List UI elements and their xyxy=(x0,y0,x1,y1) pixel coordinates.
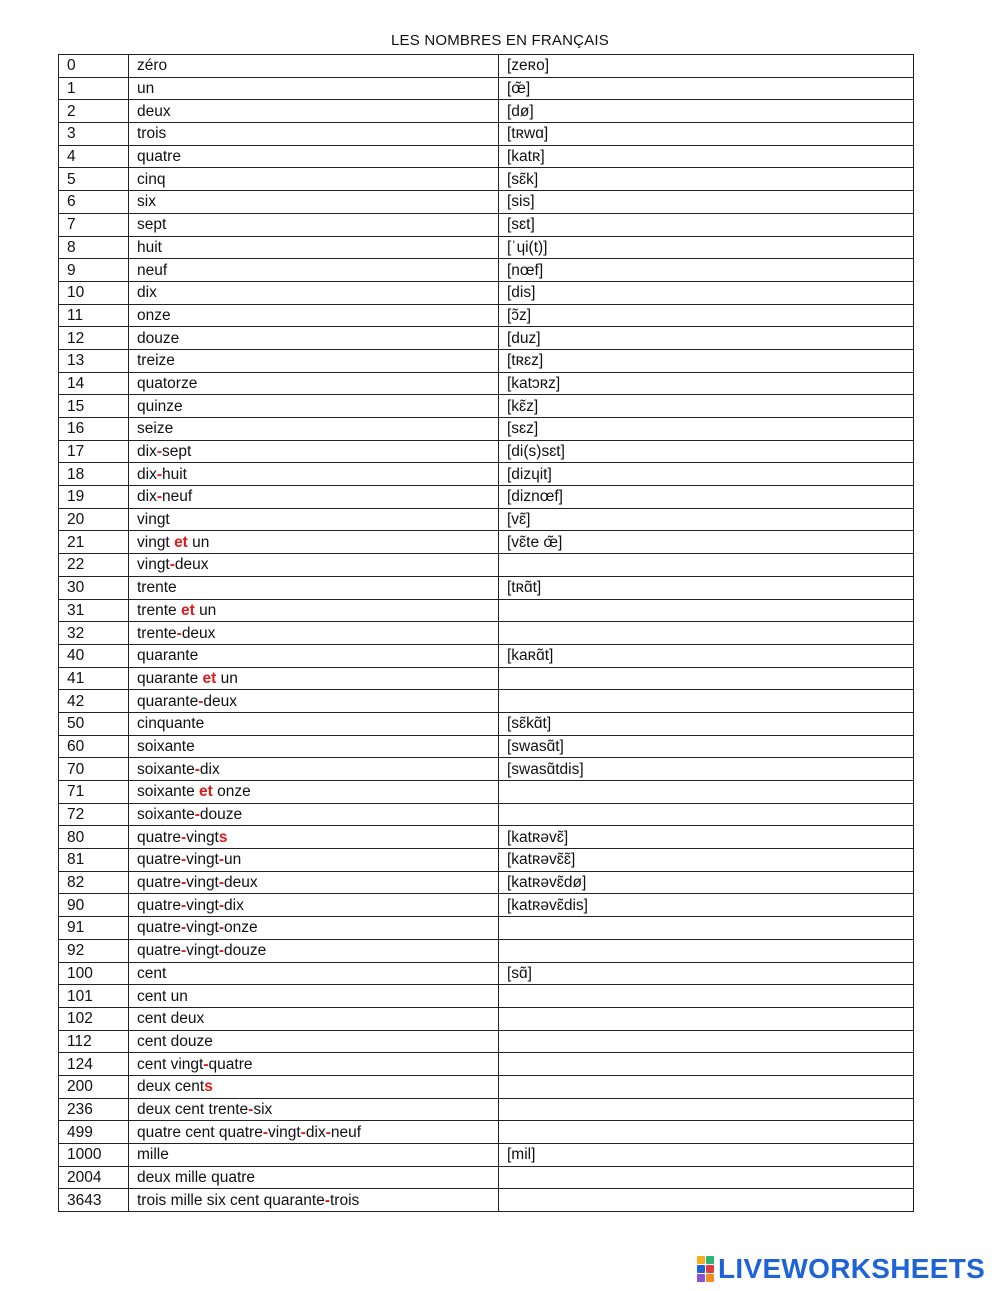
number-cell: 21 xyxy=(59,531,129,554)
logo-block xyxy=(697,1265,705,1273)
word-cell: cent douze xyxy=(129,1030,499,1053)
table-row xyxy=(59,1075,914,1098)
number-cell: 12 xyxy=(59,327,129,350)
pronunciation-cell xyxy=(499,1053,914,1076)
number-cell: 22 xyxy=(59,554,129,577)
word-cell: mille xyxy=(129,1144,499,1167)
word-cell: trente xyxy=(129,576,499,599)
table-row xyxy=(59,1030,914,1053)
pronunciation-cell: [diznœf] xyxy=(499,486,914,509)
word-cell: sept xyxy=(129,213,499,236)
word-cell: quatre-vingts xyxy=(129,826,499,849)
word-cell: trois mille six cent quarante-trois xyxy=(129,1189,499,1212)
pronunciation-cell xyxy=(499,622,914,645)
table-row xyxy=(59,871,914,894)
table-row xyxy=(59,486,914,509)
pronunciation-cell: [vɛ̃] xyxy=(499,508,914,531)
table-row xyxy=(59,1144,914,1167)
word-cell: deux xyxy=(129,100,499,123)
word-cell: quatorze xyxy=(129,372,499,395)
table-row xyxy=(59,690,914,713)
table-row xyxy=(59,191,914,214)
table-row xyxy=(59,1166,914,1189)
number-cell: 3 xyxy=(59,123,129,146)
table-row xyxy=(59,327,914,350)
number-cell: 16 xyxy=(59,418,129,441)
number-cell: 15 xyxy=(59,395,129,418)
number-cell: 1 xyxy=(59,77,129,100)
number-cell: 17 xyxy=(59,440,129,463)
pronunciation-cell xyxy=(499,599,914,622)
pronunciation-cell xyxy=(499,917,914,940)
table-row xyxy=(59,894,914,917)
word-cell: deux mille quatre xyxy=(129,1166,499,1189)
number-cell: 90 xyxy=(59,894,129,917)
pronunciation-cell xyxy=(499,1121,914,1144)
word-cell: trois xyxy=(129,123,499,146)
table-row xyxy=(59,554,914,577)
word-cell: dix-huit xyxy=(129,463,499,486)
pronunciation-cell: [sɛz] xyxy=(499,418,914,441)
pronunciation-cell: [katʀəvɛ̃] xyxy=(499,826,914,849)
pronunciation-cell xyxy=(499,1166,914,1189)
word-cell: cent vingt-quatre xyxy=(129,1053,499,1076)
pronunciation-cell: [sɛ̃kɑ̃t] xyxy=(499,712,914,735)
number-cell: 5 xyxy=(59,168,129,191)
table-row xyxy=(59,985,914,1008)
logo-block xyxy=(697,1256,705,1264)
number-cell: 11 xyxy=(59,304,129,327)
word-cell: soixante et onze xyxy=(129,781,499,804)
pronunciation-cell xyxy=(499,781,914,804)
number-cell: 20 xyxy=(59,508,129,531)
pronunciation-cell xyxy=(499,1075,914,1098)
table-row xyxy=(59,304,914,327)
table-row xyxy=(59,531,914,554)
logo-block xyxy=(706,1256,714,1264)
number-cell: 8 xyxy=(59,236,129,259)
number-cell: 71 xyxy=(59,781,129,804)
table-row xyxy=(59,281,914,304)
logo-text: LIVEWORKSHEETS xyxy=(718,1253,986,1284)
pronunciation-cell: [zeʀo] xyxy=(499,55,914,78)
number-cell: 18 xyxy=(59,463,129,486)
number-cell: 9 xyxy=(59,259,129,282)
pronunciation-cell xyxy=(499,1007,914,1030)
pronunciation-cell xyxy=(499,554,914,577)
pronunciation-cell: [ˈɥi(t)] xyxy=(499,236,914,259)
number-cell: 112 xyxy=(59,1030,129,1053)
pronunciation-cell: [swasɑ̃t] xyxy=(499,735,914,758)
word-cell: huit xyxy=(129,236,499,259)
word-cell: dix-sept xyxy=(129,440,499,463)
word-cell: vingt xyxy=(129,508,499,531)
pronunciation-cell: [di(s)sɛt] xyxy=(499,440,914,463)
number-cell: 13 xyxy=(59,349,129,372)
table-row xyxy=(59,463,914,486)
word-cell: deux cent trente-six xyxy=(129,1098,499,1121)
number-cell: 236 xyxy=(59,1098,129,1121)
table-row xyxy=(59,781,914,804)
word-cell: cent un xyxy=(129,985,499,1008)
number-cell: 14 xyxy=(59,372,129,395)
number-cell: 42 xyxy=(59,690,129,713)
pronunciation-cell: [duz] xyxy=(499,327,914,350)
number-cell: 1000 xyxy=(59,1144,129,1167)
table-row xyxy=(59,1121,914,1144)
number-cell: 2 xyxy=(59,100,129,123)
table-row xyxy=(59,712,914,735)
table-row xyxy=(59,667,914,690)
number-cell: 31 xyxy=(59,599,129,622)
number-cell: 81 xyxy=(59,849,129,872)
pronunciation-cell: [sɛt] xyxy=(499,213,914,236)
table-row xyxy=(59,758,914,781)
table-row xyxy=(59,123,914,146)
pronunciation-cell xyxy=(499,667,914,690)
table-row xyxy=(59,599,914,622)
word-cell: neuf xyxy=(129,259,499,282)
number-cell: 70 xyxy=(59,758,129,781)
number-cell: 30 xyxy=(59,576,129,599)
pronunciation-cell xyxy=(499,803,914,826)
pronunciation-cell: [katɔʀz] xyxy=(499,372,914,395)
number-cell: 82 xyxy=(59,871,129,894)
pronunciation-cell: [sɛ̃k] xyxy=(499,168,914,191)
pronunciation-cell: [katʀəvɛ̃dis] xyxy=(499,894,914,917)
number-cell: 7 xyxy=(59,213,129,236)
word-cell: cent deux xyxy=(129,1007,499,1030)
word-cell: zéro xyxy=(129,55,499,78)
number-cell: 499 xyxy=(59,1121,129,1144)
number-cell: 50 xyxy=(59,712,129,735)
word-cell: cinq xyxy=(129,168,499,191)
numbers-table xyxy=(58,54,914,1212)
number-cell: 0 xyxy=(59,55,129,78)
table-row xyxy=(59,962,914,985)
word-cell: douze xyxy=(129,327,499,350)
word-cell: vingt-deux xyxy=(129,554,499,577)
word-cell: quarante xyxy=(129,644,499,667)
word-cell: quatre-vingt-un xyxy=(129,849,499,872)
table-row xyxy=(59,849,914,872)
number-cell: 200 xyxy=(59,1075,129,1098)
logo-block xyxy=(706,1274,714,1282)
pronunciation-cell: [katʀəvɛ̃ɛ̃] xyxy=(499,849,914,872)
table-row xyxy=(59,418,914,441)
word-cell: deux cents xyxy=(129,1075,499,1098)
pronunciation-cell: [dis] xyxy=(499,281,914,304)
number-cell: 32 xyxy=(59,622,129,645)
word-cell: quatre-vingt-onze xyxy=(129,917,499,940)
number-cell: 4 xyxy=(59,145,129,168)
word-cell: quatre-vingt-dix xyxy=(129,894,499,917)
word-cell: vingt et un xyxy=(129,531,499,554)
numbers-table-body xyxy=(59,55,914,1212)
table-row xyxy=(59,622,914,645)
pronunciation-cell: [mil] xyxy=(499,1144,914,1167)
pronunciation-cell xyxy=(499,1030,914,1053)
pronunciation-cell: [ɔ̃z] xyxy=(499,304,914,327)
word-cell: trente et un xyxy=(129,599,499,622)
table-row xyxy=(59,826,914,849)
pronunciation-cell xyxy=(499,939,914,962)
table-row xyxy=(59,735,914,758)
word-cell: trente-deux xyxy=(129,622,499,645)
number-cell: 41 xyxy=(59,667,129,690)
pronunciation-cell: [kaʀɑ̃t] xyxy=(499,644,914,667)
number-cell: 92 xyxy=(59,939,129,962)
pronunciation-cell: [dø] xyxy=(499,100,914,123)
word-cell: treize xyxy=(129,349,499,372)
number-cell: 3643 xyxy=(59,1189,129,1212)
number-cell: 10 xyxy=(59,281,129,304)
number-cell: 6 xyxy=(59,191,129,214)
table-row xyxy=(59,644,914,667)
table-row xyxy=(59,803,914,826)
number-cell: 19 xyxy=(59,486,129,509)
pronunciation-cell: [sɑ̃] xyxy=(499,962,914,985)
pronunciation-cell: [tʀwɑ] xyxy=(499,123,914,146)
word-cell: onze xyxy=(129,304,499,327)
table-row xyxy=(59,939,914,962)
word-cell: soixante-douze xyxy=(129,803,499,826)
table-row xyxy=(59,259,914,282)
pronunciation-cell xyxy=(499,690,914,713)
pronunciation-cell: [tʀɑ̃t] xyxy=(499,576,914,599)
number-cell: 101 xyxy=(59,985,129,1008)
pronunciation-cell: [sis] xyxy=(499,191,914,214)
table-row xyxy=(59,372,914,395)
word-cell: cinquante xyxy=(129,712,499,735)
number-cell: 100 xyxy=(59,962,129,985)
word-cell: dix xyxy=(129,281,499,304)
table-row xyxy=(59,236,914,259)
pronunciation-cell xyxy=(499,1189,914,1212)
table-row xyxy=(59,395,914,418)
word-cell: quatre cent quatre-vingt-dix-neuf xyxy=(129,1121,499,1144)
table-row xyxy=(59,1189,914,1212)
word-cell: quarante et un xyxy=(129,667,499,690)
logo-block xyxy=(697,1274,705,1282)
number-cell: 91 xyxy=(59,917,129,940)
table-row xyxy=(59,77,914,100)
number-cell: 102 xyxy=(59,1007,129,1030)
word-cell: quatre-vingt-douze xyxy=(129,939,499,962)
number-cell: 2004 xyxy=(59,1166,129,1189)
pronunciation-cell: [œ̃] xyxy=(499,77,914,100)
liveworksheets-blocks-icon xyxy=(697,1256,714,1282)
word-cell: un xyxy=(129,77,499,100)
table-row xyxy=(59,440,914,463)
word-cell: six xyxy=(129,191,499,214)
number-cell: 40 xyxy=(59,644,129,667)
table-row xyxy=(59,100,914,123)
pronunciation-cell: [swasɑ̃tdis] xyxy=(499,758,914,781)
word-cell: cent xyxy=(129,962,499,985)
word-cell: quarante-deux xyxy=(129,690,499,713)
table-row xyxy=(59,1007,914,1030)
table-row xyxy=(59,917,914,940)
table-row xyxy=(59,508,914,531)
word-cell: seize xyxy=(129,418,499,441)
number-cell: 72 xyxy=(59,803,129,826)
table-row xyxy=(59,168,914,191)
pronunciation-cell: [vɛ̃te œ̃] xyxy=(499,531,914,554)
table-row xyxy=(59,1098,914,1121)
table-row xyxy=(59,349,914,372)
word-cell: quinze xyxy=(129,395,499,418)
number-cell: 60 xyxy=(59,735,129,758)
pronunciation-cell: [nœf] xyxy=(499,259,914,282)
number-cell: 124 xyxy=(59,1053,129,1076)
word-cell: soixante-dix xyxy=(129,758,499,781)
pronunciation-cell xyxy=(499,985,914,1008)
pronunciation-cell: [katʀ] xyxy=(499,145,914,168)
table-row xyxy=(59,145,914,168)
word-cell: dix-neuf xyxy=(129,486,499,509)
pronunciation-cell: [katʀəvɛ̃dø] xyxy=(499,871,914,894)
logo-block xyxy=(706,1265,714,1273)
word-cell: soixante xyxy=(129,735,499,758)
liveworksheets-logo xyxy=(697,1252,985,1286)
pronunciation-cell: [dizɥit] xyxy=(499,463,914,486)
table-row xyxy=(59,576,914,599)
page-title: LES NOMBRES EN FRANÇAIS xyxy=(391,32,609,49)
table-row xyxy=(59,55,914,78)
pronunciation-cell: [kɛ̃z] xyxy=(499,395,914,418)
pronunciation-cell: [tʀɛz] xyxy=(499,349,914,372)
word-cell: quatre-vingt-deux xyxy=(129,871,499,894)
pronunciation-cell xyxy=(499,1098,914,1121)
table-row xyxy=(59,1053,914,1076)
word-cell: quatre xyxy=(129,145,499,168)
number-cell: 80 xyxy=(59,826,129,849)
table-row xyxy=(59,213,914,236)
